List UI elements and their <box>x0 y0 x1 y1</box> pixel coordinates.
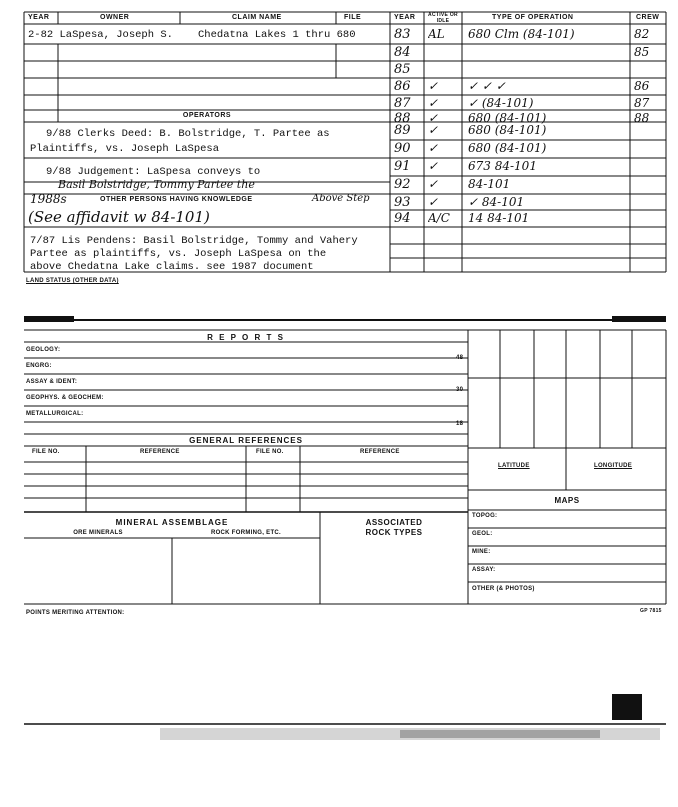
affidavit-note: (See affidavit w 84-101) <box>28 208 210 226</box>
latitude-label: LATITUDE <box>498 463 530 469</box>
log-status: AL <box>428 27 445 41</box>
log-status: ✓ <box>428 111 439 125</box>
log-status: ✓ <box>428 159 439 173</box>
log-year: 86 <box>394 79 411 94</box>
land-status-label: LAND STATUS (OTHER DATA) <box>26 278 119 284</box>
report-geology-num: 48 <box>456 355 464 361</box>
general-references-title: GENERAL REFERENCES <box>189 436 303 445</box>
report-geology: GEOLOGY: <box>26 347 61 353</box>
log-operation: ✓ (84-101) <box>468 96 534 110</box>
ref-file-no-1: FILE NO. <box>32 449 60 455</box>
rock-types-label: ROCK TYPES <box>365 528 423 537</box>
log-status: ✓ <box>428 96 439 110</box>
log-operation: 14 84-101 <box>468 211 530 225</box>
log-status: ✓ <box>428 177 439 191</box>
log-status: ✓ <box>428 195 439 209</box>
log-year: 83 <box>394 27 411 42</box>
report-metallurgical-num: 18 <box>456 421 464 427</box>
log-year: 91 <box>394 159 411 174</box>
log-status: ✓ <box>428 141 439 155</box>
maps-assay: ASSAY: <box>472 567 496 573</box>
form-number: GP 7815 <box>640 608 662 614</box>
log-operation: 680 (84-101) <box>468 111 547 125</box>
log-operation: 680 (84-101) <box>468 123 547 137</box>
operators-title: OPERATORS <box>182 112 232 119</box>
log-crew: 85 <box>634 45 650 59</box>
report-engrg: ENGRG: <box>26 363 52 369</box>
header-active-idle: ACTIVE OR IDLE <box>428 12 458 24</box>
operator-line-1: 9/88 Clerks Deed: B. Bolstridge, T. Partee as <box>46 128 330 140</box>
header-year-2: YEAR <box>394 14 416 21</box>
log-crew: 87 <box>634 96 650 110</box>
log-operation: 680 (84-101) <box>468 141 547 155</box>
mineral-title: MINERAL ASSEMBLAGE <box>115 518 229 527</box>
log-status: ✓ <box>428 79 439 93</box>
log-operation: 84-101 <box>468 177 511 191</box>
lis-pendens-2: Partee as plaintiffs, vs. Joseph LaSpesa on the <box>30 248 327 260</box>
header-crew: CREW <box>636 14 660 21</box>
log-operation: 680 Clm (84-101) <box>468 27 575 41</box>
log-operation: ✓ ✓ ✓ <box>468 79 506 93</box>
log-crew: 88 <box>634 111 650 125</box>
log-year: 84 <box>394 45 411 60</box>
associated-label: ASSOCIATED <box>365 518 423 527</box>
log-year: 90 <box>394 141 411 156</box>
operator-line-2: Plaintiffs, vs. Joseph LaSpesa <box>30 143 220 155</box>
header-claim-name: CLAIM NAME <box>232 14 282 21</box>
log-crew: 82 <box>634 27 650 41</box>
claim-year-owner: 2-82 LaSpesa, Joseph S. <box>28 29 173 41</box>
log-status: A/C <box>428 211 450 225</box>
report-geophys: GEOPHYS. & GEOCHEM: <box>26 395 104 401</box>
operator-line-3: 9/88 Judgement: LaSpesa conveys to <box>46 166 261 178</box>
log-year: 89 <box>394 123 411 138</box>
reports-title: R E P O R T S <box>207 333 285 342</box>
log-year: 88 <box>394 111 411 126</box>
rock-forming-label: ROCK FORMING, ETC. <box>210 530 282 536</box>
report-metallurgical: METALLURGICAL: <box>26 411 84 417</box>
log-status: ✓ <box>428 123 439 137</box>
other-persons-label: OTHER PERSONS HAVING KNOWLEDGE <box>100 196 253 203</box>
header-year: YEAR <box>28 14 50 21</box>
maps-geol: GEOL: <box>472 531 493 537</box>
maps-topog: TOPOG: <box>472 513 498 519</box>
points-meriting-attention: POINTS MERITING ATTENTION: <box>26 610 125 616</box>
maps-mine: MINE: <box>472 549 491 555</box>
log-crew: 86 <box>634 79 650 93</box>
ref-reference-1: REFERENCE <box>140 449 180 455</box>
log-year: 94 <box>394 211 411 226</box>
maps-title: MAPS <box>554 496 580 505</box>
ore-minerals-label: ORE MINERALS <box>73 530 123 536</box>
ref-reference-2: REFERENCE <box>360 449 400 455</box>
lis-pendens-1: 7/87 Lis Pendens: Basil Bolstridge, Tommy and Vahery <box>30 235 358 247</box>
maps-other: OTHER (& PHOTOS) <box>472 586 535 592</box>
log-year: 93 <box>394 195 411 210</box>
operator-line-4: Basil Bolstridge, Tommy Partee the <box>58 178 255 191</box>
header-owner: OWNER <box>100 14 130 21</box>
log-year: 92 <box>394 177 411 192</box>
operator-line-5: 1988s <box>30 192 67 206</box>
ref-file-no-2: FILE NO. <box>256 449 284 455</box>
log-year: 87 <box>394 96 411 111</box>
longitude-label: LONGITUDE <box>594 463 633 469</box>
lis-pendens-3: above Chedatna Lake claims. see 1987 document <box>30 261 314 273</box>
header-type-of-operation: TYPE OF OPERATION <box>492 14 574 21</box>
report-assay-num: 30 <box>456 387 464 393</box>
report-assay: ASSAY & IDENT: <box>26 379 78 385</box>
log-operation: 673 84-101 <box>468 159 537 173</box>
other-persons-note: Above Step <box>312 193 370 204</box>
log-operation: ✓ 84-101 <box>468 195 525 209</box>
claim-name: Chedatna Lakes 1 thru 680 <box>198 29 356 41</box>
log-year: 85 <box>394 62 411 77</box>
header-file: FILE <box>344 14 362 21</box>
